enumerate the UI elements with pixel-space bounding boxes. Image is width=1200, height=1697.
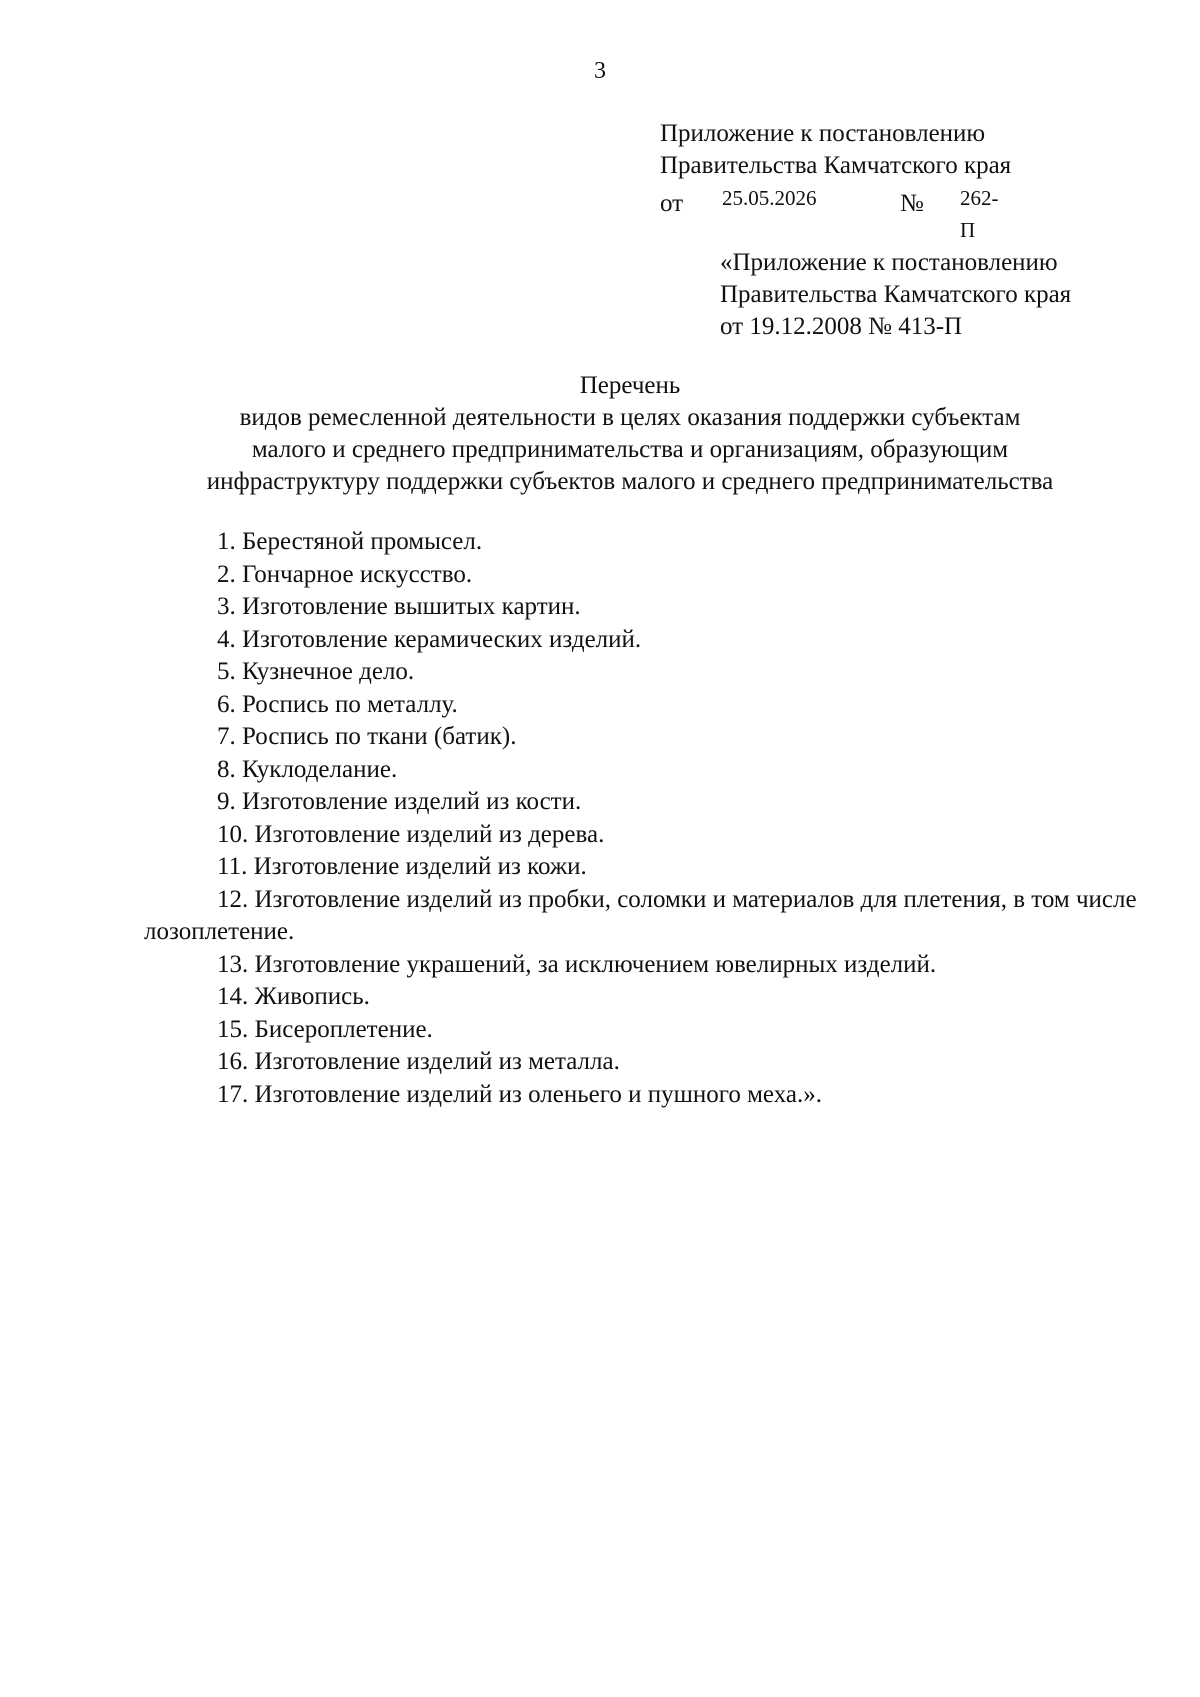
- appendix-number-sign: №: [900, 190, 924, 217]
- list-item: 12. Изготовление изделий из пробки, соломки и материалов для плетения, в том числе лозоплетение.: [144, 885, 1137, 945]
- activity-list: [144, 526, 1144, 1111]
- list-item: 5. Кузнечное дело.: [217, 658, 415, 685]
- list-item: 11. Изготовление изделий из кожи.: [217, 853, 587, 880]
- list-item: 2. Гончарное искусство.: [217, 560, 473, 588]
- list-item: 13. Изготовление украшений, за исключением ювелирных изделий.: [217, 950, 937, 978]
- list-item: 8. Куклоделание.: [217, 755, 398, 783]
- document-title: [100, 370, 1160, 498]
- quoted-appendix-line-2: Правительства Камчатского края: [720, 281, 1072, 308]
- list-item: 1. Берестяной промысел.: [217, 528, 483, 555]
- quoted-appendix-line-1: «Приложение к постановлению: [720, 249, 1058, 276]
- title-heading: Перечень: [579, 372, 681, 399]
- appendix-line-2: Правительства Камчатского края: [660, 152, 1012, 179]
- page-number: 3: [594, 58, 606, 84]
- list-item: 9. Изготовление изделий из кости.: [217, 788, 582, 815]
- list-item: 17. Изготовление изделий из оленьего и пушного меха.».: [217, 1080, 822, 1108]
- list-item: 3. Изготовление вышитых картин.: [217, 593, 581, 620]
- list-item: 4. Изготовление керамических изделий.: [217, 625, 642, 653]
- list-item: 16. Изготовление изделий из металла.: [217, 1048, 620, 1075]
- appendix-date: 25.05.2026: [722, 186, 817, 210]
- appendix-line-1: Приложение к постановлению: [660, 120, 986, 147]
- appendix-date-row: [660, 182, 1011, 242]
- appendix-header: [660, 118, 1012, 242]
- list-item: 14. Живопись.: [217, 983, 370, 1010]
- list-item: 10. Изготовление изделий из дерева.: [217, 820, 605, 848]
- appendix-number: 262-П: [960, 186, 999, 242]
- appendix-from-label: от: [660, 190, 684, 217]
- list-item: 6. Роспись по металлу.: [217, 690, 458, 718]
- title-line-3: инфраструктуру поддержки субъектов малого и среднего предпринимательства: [206, 468, 1054, 495]
- title-line-1: видов ремесленной деятельности в целях оказания поддержки субъектам: [239, 404, 1021, 431]
- quoted-appendix-line-3: от 19.12.2008 № 413-П: [720, 313, 963, 340]
- list-item: 7. Роспись по ткани (батик).: [217, 723, 517, 750]
- title-line-2: малого и среднего предпринимательства и организациям, образующим: [251, 436, 1009, 463]
- list-item: 15. Бисероплетение.: [217, 1015, 433, 1043]
- quoted-appendix: [720, 247, 1071, 343]
